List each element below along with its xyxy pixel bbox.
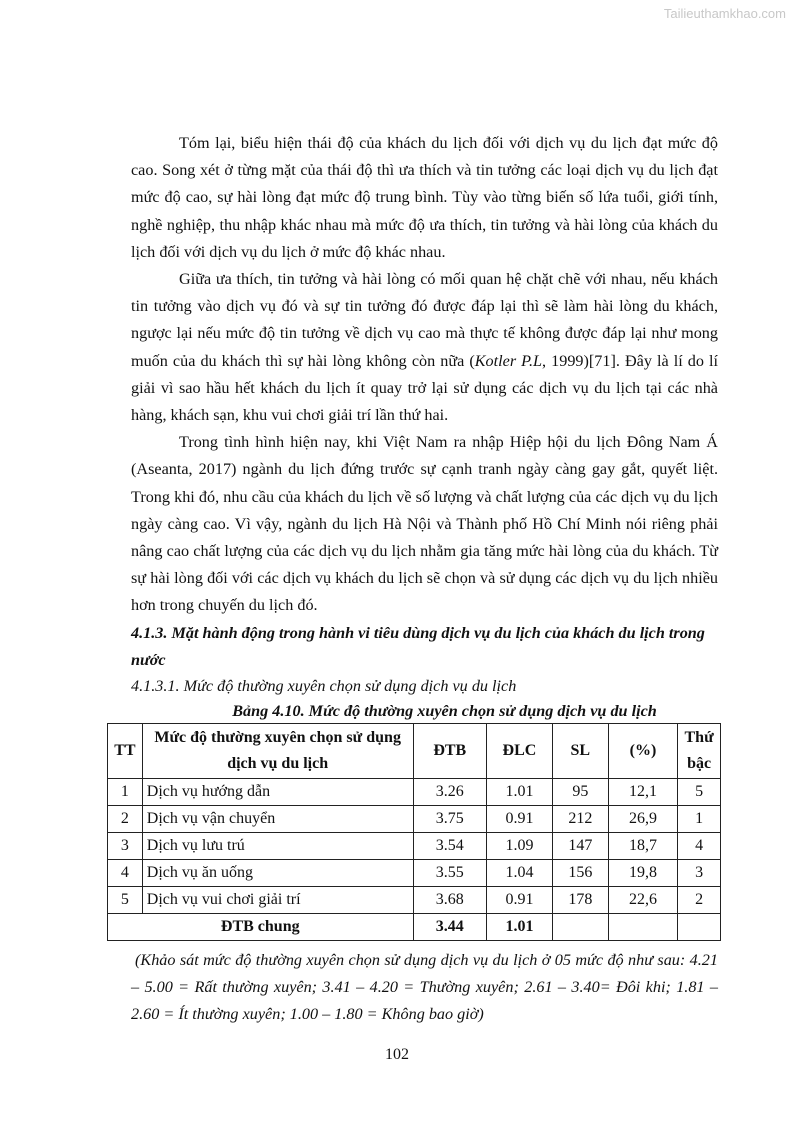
cell-tt: 2 — [108, 805, 143, 832]
table-total-row — [108, 913, 721, 940]
cell-rank: 1 — [678, 805, 721, 832]
cell-sd: 1.09 — [487, 832, 553, 859]
cell-sd: 1.04 — [487, 859, 553, 886]
cell-count: 178 — [552, 886, 608, 913]
section-heading: 4.1.3. Mặt hành động trong hành vi tiêu dùng dịch vụ du lịch của khách du lịch trong nước — [131, 623, 705, 669]
cell-count: 212 — [552, 805, 608, 832]
cell-sd: 0.91 — [487, 886, 553, 913]
cell-service: Dịch vụ ăn uống — [142, 859, 413, 886]
table-row — [108, 832, 721, 859]
cell-service: Dịch vụ vui chơi giải trí — [142, 886, 413, 913]
cell-count: 156 — [552, 859, 608, 886]
table-row — [108, 805, 721, 832]
paragraph-2 — [131, 266, 718, 429]
cell-percent: 12,1 — [608, 778, 677, 805]
table-header-row — [108, 723, 721, 778]
page-number: 102 — [385, 1046, 409, 1063]
table-row — [108, 859, 721, 886]
cell-mean: 3.55 — [413, 859, 486, 886]
subsection-heading: 4.1.3.1. Mức độ thường xuyên chọn sử dụng dịch vụ du lịch — [131, 676, 517, 695]
header-sd: ĐLC — [487, 723, 553, 778]
total-percent-empty — [608, 913, 677, 940]
header-rank: Thứ bậc — [678, 723, 721, 778]
citation-author: Kotler P.L — [474, 351, 543, 370]
header-tt: TT — [108, 723, 143, 778]
cell-service: Dịch vụ hướng dẫn — [142, 778, 413, 805]
total-rank-empty — [678, 913, 721, 940]
cell-percent: 26,9 — [608, 805, 677, 832]
header-count: SL — [552, 723, 608, 778]
paragraph-1: Tóm lại, biểu hiện thái độ của khách du lịch đối với dịch vụ du lịch đạt mức độ cao. Song xét ở từng mặt của thái độ thì ưa thích và tin tưởng các loại dịch vụ du lịch đạt mức độ cao, sự hài lòng đạt mức độ trung bình. Tùy vào từng biến số lứa tuổi, giới tính, nghề nghiệp, thu nhập khác nhau mà mức độ ưa thích, tin tưởng và hài lòng của khách du lịch đối với dịch vụ du lịch ở mức độ khác nhau. — [131, 134, 718, 261]
cell-rank: 3 — [678, 859, 721, 886]
cell-percent: 22,6 — [608, 886, 677, 913]
cell-mean: 3.75 — [413, 805, 486, 832]
watermark: Tailieuthamkhao.com — [663, 6, 786, 21]
cell-rank: 5 — [678, 778, 721, 805]
table-note: (Khảo sát mức độ thường xuyên chọn sử dụng dịch vụ du lịch ở 05 mức độ như sau: 4.21 – 5.00 = Rất thường xuyên; 3.41 – 4.20 = Thường xuyên; 2.61 – 3.40= Đôi khi; 1.81 – 2.60 = Ít thường xuyên; 1.00 – 1.80 = Không bao giờ) — [131, 950, 718, 1023]
cell-tt: 4 — [108, 859, 143, 886]
header-percent: (%) — [608, 723, 677, 778]
cell-rank: 2 — [678, 886, 721, 913]
cell-tt: 3 — [108, 832, 143, 859]
header-mean: ĐTB — [413, 723, 486, 778]
table-row — [108, 886, 721, 913]
paragraph-2-text-b: , 1999)[71]. Đây là lí do lí giải vì sao hầu hết khách du lịch ít quay trở lại sử dụng các dịch vụ du lịch tại các nhà hàng, khách sạn, khu vui chơi giải trí lần thứ hai. — [131, 351, 718, 425]
table-row — [108, 778, 721, 805]
cell-count: 95 — [552, 778, 608, 805]
cell-percent: 18,7 — [608, 832, 677, 859]
header-service: Mức độ thường xuyên chọn sử dụng dịch vụ du lịch — [142, 723, 413, 778]
cell-sd: 1.01 — [487, 778, 553, 805]
cell-service: Dịch vụ lưu trú — [142, 832, 413, 859]
cell-count: 147 — [552, 832, 608, 859]
total-mean: 3.44 — [413, 913, 486, 940]
cell-mean: 3.54 — [413, 832, 486, 859]
paragraph-2-text-a: Giữa ưa thích, tin tưởng và hài lòng có mối quan hệ chặt chẽ với nhau, nếu khách tin tưởng vào dịch vụ đó và sự tin tưởng đó được đáp lại thì sẽ làm hài lòng du khách, ngược lại nếu mức độ tin tưởng về dịch vụ cao mà thực tế không được đáp lại như mong muốn của du khách thì sự hài lòng không còn nữa ( — [131, 270, 718, 370]
cell-sd: 0.91 — [487, 805, 553, 832]
paragraph-3: Trong tình hình hiện nay, khi Việt Nam ra nhập Hiệp hội du lịch Đông Nam Á (Aseanta, 2017) ngành du lịch đứng trước sự cạnh tranh ngày càng gay gắt, quyết liệt. Trong khi đó, nhu cầu của khách du lịch về số lượng và chất lượng của các dịch vụ du lịch ngày càng cao. Vì vậy, ngành du lịch Hà Nội và Thành phố Hồ Chí Minh nói riêng phải nâng cao chất lượng của các dịch vụ du lịch nhằm gia tăng mức hài lòng của du khách. Từ sự hài lòng đối với các dịch vụ khách du lịch sẽ chọn và sử dụng các dịch vụ du lịch nhiều hơn trong chuyến du lịch đó. — [131, 433, 718, 615]
cell-rank: 4 — [678, 832, 721, 859]
page-content — [114, 130, 718, 1028]
total-label: ĐTB chung — [108, 913, 414, 940]
cell-tt: 1 — [108, 778, 143, 805]
table-caption: Bảng 4.10. Mức độ thường xuyên chọn sử dụng dịch vụ du lịch — [232, 701, 657, 720]
data-table — [107, 723, 721, 941]
cell-percent: 19,8 — [608, 859, 677, 886]
total-count-empty — [552, 913, 608, 940]
cell-service: Dịch vụ vận chuyển — [142, 805, 413, 832]
cell-tt: 5 — [108, 886, 143, 913]
cell-mean: 3.26 — [413, 778, 486, 805]
cell-mean: 3.68 — [413, 886, 486, 913]
total-sd: 1.01 — [487, 913, 553, 940]
